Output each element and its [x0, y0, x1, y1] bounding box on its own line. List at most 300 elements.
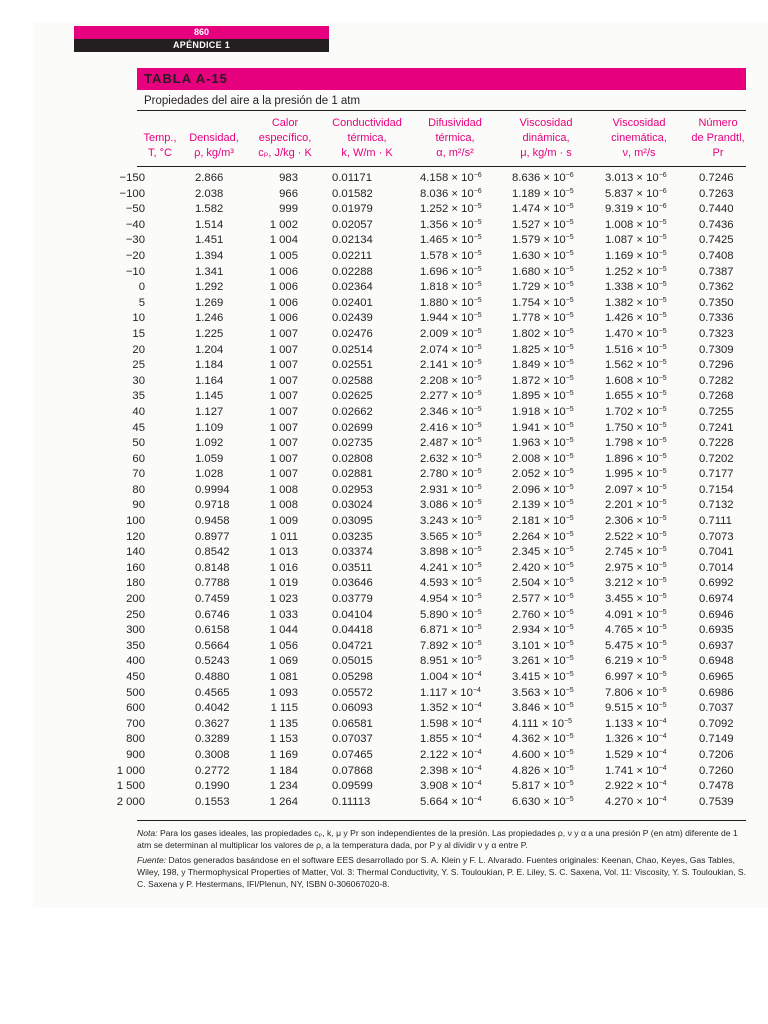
table-cell: $3.212 \times 10^{-5}$: [605, 577, 667, 590]
note-text: Para los gases ideales, las propiedades cₚ, k, μ y Pr son independientes de la presión. Las propiedades ρ, ν y α a una presión P (en atm) diferente de 1 atm se determinan al multiplicar los valores de ρ, a la temperatura dada, por P y al dividir ν y α entre P.: [137, 828, 738, 850]
table-cell: 0.7539: [699, 795, 734, 808]
table-cell: 0.8977: [195, 530, 230, 543]
table-cell: $3.101 \times 10^{-5}$: [512, 639, 574, 652]
table-cell: $2.306 \times 10^{-5}$: [605, 515, 667, 528]
table-cell: $4.826 \times 10^{-5}$: [512, 764, 574, 777]
table-cell: 1 016: [269, 561, 298, 574]
column-header-line: cinemática,: [611, 132, 667, 144]
table-cell: $1.895 \times 10^{-5}$: [512, 390, 574, 403]
table-cell: 35: [132, 390, 145, 403]
table-cell: 0.01979: [332, 203, 373, 216]
table-cell: 400: [126, 655, 145, 668]
table-cell: $1.798 \times 10^{-5}$: [605, 437, 667, 450]
table-row: [0, 545, 768, 561]
table-cell: $1.918 \times 10^{-5}$: [512, 405, 574, 418]
column-header-line: ν, m²/s: [622, 147, 656, 159]
table-cell: 180: [126, 577, 145, 590]
column-header-line: cₚ, J/kg · K: [258, 147, 312, 159]
table-cell: $1.608 \times 10^{-5}$: [605, 374, 667, 387]
table-cell: 0.7436: [699, 218, 734, 231]
table-cell: $1.750 \times 10^{-5}$: [605, 421, 667, 434]
table-row: [0, 561, 768, 577]
column-header-line: Densidad,: [189, 132, 239, 144]
table-cell: $1.529 \times 10^{-4}$: [605, 748, 667, 761]
table-row: [0, 327, 768, 343]
table-cell: $2.346 \times 10^{-5}$: [420, 405, 482, 418]
table-cell: 983: [279, 172, 298, 184]
table-body: [0, 171, 768, 810]
table-cell: 0.2772: [195, 764, 230, 777]
column-header-line: k, W/m · K: [341, 147, 393, 159]
table-cell: 0.7092: [699, 717, 734, 730]
table-cell: 0.05015: [332, 655, 373, 668]
table-title-bar: [137, 68, 746, 90]
table-cell: 600: [126, 702, 145, 715]
table-cell: 0.01171: [332, 172, 372, 184]
table-cell: 0.02401: [332, 296, 373, 309]
table-cell: $2.008 \times 10^{-5}$: [512, 452, 574, 465]
table-cell: 0.7206: [699, 748, 734, 761]
table-cell: $3.086 \times 10^{-5}$: [420, 499, 482, 512]
table-cell: 450: [126, 671, 145, 683]
column-header-line: T, °C: [148, 147, 172, 159]
table-cell: 1 093: [269, 686, 298, 699]
table-cell: 0.02288: [332, 265, 373, 278]
table-cell: 0.3289: [195, 733, 230, 746]
table-cell: 0.02881: [332, 468, 373, 481]
table-cell: 300: [126, 624, 145, 637]
table-cell: $1.825 \times 10^{-5}$: [512, 343, 574, 356]
table-cell: $1.087 \times 10^{-5}$: [605, 234, 667, 247]
table-cell: 0.3627: [195, 717, 230, 730]
table-cell: 1.127: [195, 405, 224, 418]
column-header-line: Difusividad: [428, 117, 482, 129]
table-cell: 0.6948: [699, 655, 734, 668]
table-cell: 0.02953: [332, 483, 373, 496]
table-top-rule: [137, 110, 746, 111]
table-cell: $1.880 \times 10^{-5}$: [420, 296, 482, 309]
table-cell: 1 008: [269, 499, 298, 512]
table-row: [0, 171, 768, 187]
table-cell: 1 007: [269, 374, 298, 387]
table-cell: 1 007: [269, 390, 298, 403]
table-cell: $1.655 \times 10^{-5}$: [605, 390, 667, 403]
table-bottom-rule: [137, 820, 746, 821]
table-cell: $4.362 \times 10^{-5}$: [512, 733, 574, 746]
table-cell: 1.341: [195, 265, 224, 278]
table-cell: $3.261 \times 10^{-5}$: [512, 655, 574, 668]
table-cell: 1.246: [195, 312, 224, 325]
table-cell: 0.03779: [332, 593, 373, 606]
table-cell: $5.475 \times 10^{-5}$: [605, 639, 667, 652]
column-header-line: de Prandtl,: [691, 132, 745, 144]
table-cell: $2.760 \times 10^{-5}$: [512, 608, 574, 621]
table-cell: 1 002: [269, 218, 298, 231]
table-cell: 70: [132, 468, 145, 481]
table-cell: 1 000: [116, 764, 145, 777]
table-cell: 200: [126, 593, 145, 606]
table-cell: $1.598 \times 10^{-4}$: [420, 717, 482, 730]
table-cell: 0.03646: [332, 577, 373, 590]
table-cell: 15: [132, 327, 145, 340]
table-cell: $1.474 \times 10^{-5}$: [512, 203, 574, 216]
table-cell: 0.7459: [195, 593, 230, 606]
table-cell: 120: [126, 530, 145, 543]
table-cell: 1 006: [269, 296, 298, 309]
table-cell: 0.8148: [195, 561, 230, 574]
table-cell: $2.780 \times 10^{-5}$: [420, 468, 482, 481]
table-cell: 500: [126, 686, 145, 699]
table-cell: 1 135: [269, 717, 298, 730]
table-cell: −20: [125, 249, 145, 262]
table-cell: 0.7241: [699, 421, 734, 434]
table-cell: 1 069: [269, 655, 298, 668]
column-header-line: Viscosidad: [519, 117, 573, 129]
table-cell: 1 033: [269, 608, 298, 621]
table-cell: 0.7408: [699, 249, 734, 262]
table-cell: 0.7350: [699, 296, 734, 309]
table-cell: $2.745 \times 10^{-5}$: [605, 546, 667, 559]
table-cell: $1.527 \times 10^{-5}$: [512, 218, 574, 231]
table-row: [0, 701, 768, 717]
table-cell: 0.03511: [332, 561, 372, 574]
table-cell: 1 184: [269, 764, 298, 777]
table-cell: 0.7323: [699, 327, 734, 340]
table-cell: 20: [132, 343, 145, 356]
table-cell: $3.565 \times 10^{-5}$: [420, 530, 482, 543]
table-cell: 0.6965: [699, 671, 734, 683]
table-cell: $2.264 \times 10^{-5}$: [512, 530, 574, 543]
table-row: [0, 608, 768, 624]
table-cell: 0.02476: [332, 327, 373, 340]
table-cell: 0.7260: [699, 764, 734, 777]
table-cell: 0.7440: [699, 203, 734, 216]
table-row: [0, 187, 768, 203]
table-row: [0, 202, 768, 218]
table-cell: 0.9994: [195, 483, 230, 496]
table-cell: $2.208 \times 10^{-5}$: [420, 374, 482, 387]
table-cell: 0.7296: [699, 359, 734, 372]
table-cell: 0.7788: [195, 577, 230, 590]
table-cell: 0.4042: [195, 702, 230, 715]
table-cell: $1.741 \times 10^{-4}$: [605, 764, 667, 777]
table-cell: 50: [132, 437, 145, 450]
table-cell: 1 007: [269, 343, 298, 356]
table-cell: 0.07037: [332, 733, 373, 746]
note-label: Nota:: [137, 828, 158, 838]
table-cell: 1 115: [270, 702, 298, 715]
table-cell: $2.097 \times 10^{-5}$: [605, 483, 667, 496]
table-cell: $6.219 \times 10^{-5}$: [605, 655, 667, 668]
table-cell: $5.817 \times 10^{-5}$: [512, 780, 574, 793]
table-cell: $2.922 \times 10^{-4}$: [605, 780, 667, 793]
table-cell: 0.7177: [699, 468, 734, 481]
table-cell: 60: [132, 452, 145, 465]
table-cell: 999: [279, 203, 298, 216]
table-cell: $2.277 \times 10^{-5}$: [420, 390, 482, 403]
column-header-line: térmica,: [435, 132, 475, 144]
table-row: [0, 686, 768, 702]
table-cell: −100: [119, 187, 145, 200]
table-cell: 0.7268: [699, 390, 734, 403]
table-cell: $1.169 \times 10^{-5}$: [605, 249, 667, 262]
table-cell: $5.664 \times 10^{-4}$: [420, 795, 482, 808]
table-cell: 30: [132, 374, 145, 387]
table-cell: $2.934 \times 10^{-5}$: [512, 624, 574, 637]
table-cell: 0.01582: [332, 187, 373, 200]
table-cell: 0.6158: [195, 624, 230, 637]
table-row: [0, 452, 768, 468]
table-cell: 0.7425: [699, 234, 734, 247]
table-cell: $3.846 \times 10^{-5}$: [512, 702, 574, 715]
table-cell: 1 153: [269, 733, 298, 746]
table-cell: $4.270 \times 10^{-4}$: [605, 795, 667, 808]
table-cell: $8.951 \times 10^{-5}$: [420, 655, 482, 668]
table-cell: 0.09599: [332, 780, 373, 793]
table-cell: $1.754 \times 10^{-5}$: [512, 296, 574, 309]
table-row: [0, 358, 768, 374]
table-cell: 0.7149: [699, 733, 734, 746]
table-cell: 0.9458: [195, 515, 230, 528]
table-cell: 0.02625: [332, 390, 373, 403]
table-row: [0, 654, 768, 670]
table-cell: $8.036 \times 10^{-6}$: [420, 187, 482, 200]
table-cell: 1.028: [195, 468, 224, 481]
table-cell: 1.164: [195, 374, 224, 387]
table-cell: 0.7255: [699, 405, 734, 418]
table-cell: 0.02057: [332, 218, 373, 231]
table-cell: 0.03374: [332, 546, 373, 559]
section-label: APÉNDICE 1: [74, 39, 329, 52]
table-cell: 0.02662: [332, 405, 373, 418]
table-cell: 1.514: [195, 218, 224, 231]
table-cell: 1.269: [195, 296, 224, 309]
table-cell: $2.577 \times 10^{-5}$: [512, 593, 574, 606]
table-cell: $5.890 \times 10^{-5}$: [420, 608, 482, 621]
table-cell: 0.02439: [332, 312, 373, 325]
table-cell: $2.632 \times 10^{-5}$: [420, 452, 482, 465]
table-cell: $2.504 \times 10^{-5}$: [512, 577, 574, 590]
table-cell: 966: [279, 187, 298, 200]
table-cell: 0.7246: [699, 172, 734, 184]
table-row: [0, 576, 768, 592]
table-caption: Propiedades del aire a la presión de 1 atm: [144, 95, 361, 107]
table-cell: 0.02735: [332, 437, 373, 450]
column-header-line: específico,: [258, 132, 312, 144]
table-cell: 0.02211: [332, 249, 372, 262]
table-row: [0, 592, 768, 608]
table-row: [0, 265, 768, 281]
table-cell: 0.5243: [195, 655, 230, 668]
table-cell: 1 007: [269, 437, 298, 450]
table-cell: $4.765 \times 10^{-5}$: [605, 624, 667, 637]
table-cell: 0.7387: [699, 265, 734, 278]
table-cell: 2.866: [195, 172, 224, 184]
table-row: [0, 405, 768, 421]
table-row: [0, 483, 768, 499]
column-header-line: Conductividad: [332, 117, 402, 129]
table-cell: $1.802 \times 10^{-5}$: [512, 327, 574, 340]
table-cell: $4.158 \times 10^{-6}$: [420, 172, 482, 184]
table-cell: 1 023: [269, 593, 298, 606]
table-cell: 90: [132, 499, 145, 512]
table-cell: 140: [126, 546, 145, 559]
table-cell: $1.778 \times 10^{-5}$: [512, 312, 574, 325]
table-cell: 1 007: [269, 421, 298, 434]
table-row: [0, 498, 768, 514]
table-cell: 0.06093: [332, 702, 373, 715]
table-cell: 0.02808: [332, 452, 373, 465]
table-cell: 0.6935: [699, 624, 734, 637]
table-cell: $6.871 \times 10^{-5}$: [420, 624, 482, 637]
table-cell: 0.03024: [332, 499, 373, 512]
table-cell: −10: [125, 265, 145, 278]
table-row: [0, 296, 768, 312]
table-cell: $3.908 \times 10^{-4}$: [420, 780, 482, 793]
table-row: [0, 748, 768, 764]
table-row: [0, 389, 768, 405]
table-cell: $3.243 \times 10^{-5}$: [420, 515, 482, 528]
table-cell: $1.252 \times 10^{-5}$: [605, 265, 667, 278]
table-row: [0, 218, 768, 234]
table-cell: 0.04104: [332, 608, 373, 621]
table-cell: $1.352 \times 10^{-4}$: [420, 702, 482, 715]
table-cell: $3.563 \times 10^{-5}$: [512, 686, 574, 699]
table-cell: 700: [126, 717, 145, 730]
table-cell: 0.06581: [332, 717, 373, 730]
table-cell: 1 007: [269, 359, 298, 372]
table-cell: 1 007: [269, 468, 298, 481]
table-cell: $1.008 \times 10^{-5}$: [605, 218, 667, 231]
table-cell: 1 006: [269, 281, 298, 294]
column-header-line: Pr: [712, 147, 724, 159]
table-cell: 1 006: [269, 265, 298, 278]
table-cell: 1.092: [195, 437, 224, 450]
table-cell: $1.941 \times 10^{-5}$: [512, 421, 574, 434]
table-cell: 1.059: [195, 452, 224, 465]
table-row: [0, 311, 768, 327]
table-cell: 1.225: [195, 327, 224, 340]
table-row: [0, 639, 768, 655]
table-cell: 0.7309: [699, 343, 734, 356]
table-cell: 900: [126, 748, 145, 761]
table-cell: $4.091 \times 10^{-5}$: [605, 608, 667, 621]
table-cell: 1 005: [269, 249, 298, 262]
table-cell: $2.052 \times 10^{-5}$: [512, 468, 574, 481]
table-cell: 0.6946: [699, 608, 734, 621]
table-cell: 0.7263: [699, 187, 734, 200]
table-cell: $1.004 \times 10^{-4}$: [420, 671, 482, 683]
table-cell: 0.7037: [699, 702, 734, 715]
table-row: [0, 436, 768, 452]
table-row: [0, 233, 768, 249]
table-cell: $3.898 \times 10^{-5}$: [420, 546, 482, 559]
table-cell: $2.345 \times 10^{-5}$: [512, 546, 574, 559]
table-cell: $2.122 \times 10^{-4}$: [420, 748, 482, 761]
table-cell: 1.204: [195, 343, 224, 356]
table-cell: 1 011: [270, 530, 298, 543]
table-cell: $1.326 \times 10^{-4}$: [605, 733, 667, 746]
table-cell: $1.252 \times 10^{-5}$: [420, 203, 482, 216]
table-cell: 0.1990: [195, 780, 230, 793]
table-cell: $1.578 \times 10^{-5}$: [420, 249, 482, 262]
table-cell: 0.11113: [332, 795, 371, 808]
table-cell: $2.141 \times 10^{-5}$: [420, 359, 482, 372]
table-cell: 1 044: [269, 624, 298, 637]
table-cell: −30: [125, 234, 145, 247]
table-cell: 350: [126, 639, 145, 652]
table-cell: 0.1553: [195, 795, 230, 808]
table-cell: $4.241 \times 10^{-5}$: [420, 561, 482, 574]
table-row: [0, 421, 768, 437]
table-cell: $2.487 \times 10^{-5}$: [420, 437, 482, 450]
column-header-line: Viscosidad: [612, 117, 666, 129]
table-cell: 800: [126, 733, 145, 746]
table-cell: 160: [126, 561, 145, 574]
table-cell: $2.181 \times 10^{-5}$: [512, 515, 574, 528]
table-cell: $3.013 \times 10^{-6}$: [605, 172, 667, 184]
table-cell: 0: [138, 281, 145, 294]
table-cell: 1 007: [269, 327, 298, 340]
table-cell: $7.892 \times 10^{-5}$: [420, 639, 482, 652]
table-title: TABLA A-15: [144, 71, 228, 86]
table-cell: 0.4565: [195, 686, 230, 699]
table-cell: 0.7041: [699, 546, 734, 559]
column-header-line: Número: [698, 117, 738, 129]
table-cell: 0.4880: [195, 671, 230, 683]
table-cell: 1 169: [269, 748, 298, 761]
table-cell: 0.03095: [332, 515, 373, 528]
table-cell: 0.7154: [699, 483, 734, 496]
table-notes: [137, 827, 749, 893]
table-cell: $1.356 \times 10^{-5}$: [420, 218, 482, 231]
table-cell: $1.963 \times 10^{-5}$: [512, 437, 574, 450]
table-row: [0, 467, 768, 483]
table-cell: 0.05572: [332, 686, 373, 699]
source-paragraph: [137, 854, 749, 890]
table-cell: 0.7014: [699, 561, 734, 574]
table-cell: 0.9718: [195, 499, 230, 512]
source-text: Datos generados basándose en el software EES desarrollado por S. A. Klein y F. L. Alvarado. Fuentes originales: Keenan, Chao, Keyes, Gas Tables, Wiley, 198, y Thermophysical Properties of Matter, Vol. 3: Thermal Conductivity, Y. S. Touloukian, P. E. Liley, S. C. Saxena, Vol. 11: Viscosity, Y. S. Touloukian, S. C. Saxena y P. Hestermans, IFI/Plenun, NY, ISBN 0-306067020-8.: [137, 855, 747, 889]
table-cell: 1.292: [195, 281, 224, 294]
table-row: [0, 249, 768, 265]
table-cell: 0.04418: [332, 624, 373, 637]
table-cell: 0.07465: [332, 748, 373, 761]
table-cell: 0.6986: [699, 686, 734, 699]
table-row: [0, 795, 768, 811]
table-cell: 0.8542: [195, 546, 230, 559]
table-cell: 1.184: [195, 359, 224, 372]
table-cell: 5: [138, 296, 145, 309]
table-row: [0, 670, 768, 686]
column-header: [663, 116, 768, 161]
table-cell: $1.872 \times 10^{-5}$: [512, 374, 574, 387]
table-cell: 0.6992: [699, 577, 734, 590]
table-row: [0, 779, 768, 795]
table-cell: $1.117 \times 10^{-4}$: [420, 686, 481, 699]
table-cell: 0.02134: [332, 234, 373, 247]
table-row: [0, 732, 768, 748]
table-cell: 1.582: [195, 203, 224, 216]
table-cell: $1.579 \times 10^{-5}$: [512, 234, 574, 247]
table-cell: $4.593 \times 10^{-5}$: [420, 577, 482, 590]
table-cell: $1.849 \times 10^{-5}$: [512, 359, 574, 372]
table-row: [0, 530, 768, 546]
table-cell: 2 000: [116, 795, 145, 808]
table-cell: 0.02551: [332, 359, 373, 372]
table-cell: 1.394: [195, 249, 224, 262]
table-cell: 1.145: [195, 390, 224, 403]
